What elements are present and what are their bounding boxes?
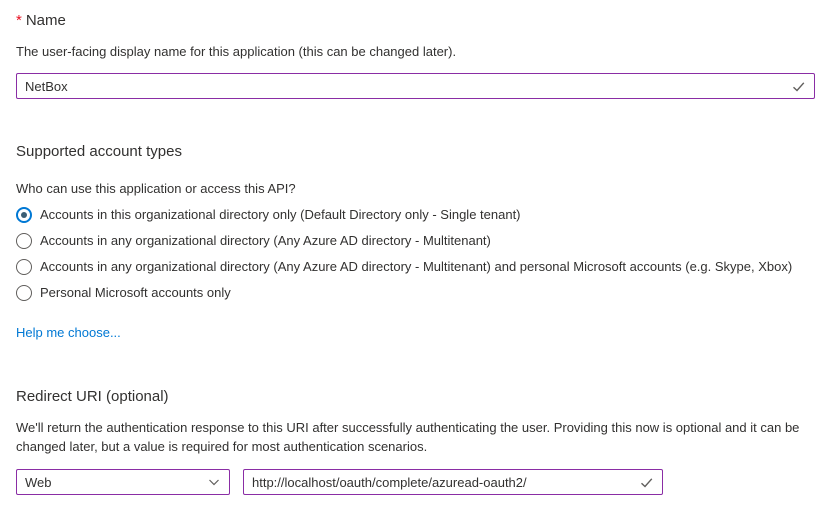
redirect-uri-row: [16, 469, 815, 495]
name-input[interactable]: [16, 73, 815, 99]
account-types-question: Who can use this application or access this API?: [16, 181, 296, 196]
redirect-uri-input[interactable]: [243, 469, 663, 495]
radio-button-icon: [16, 285, 32, 301]
account-types-radio-group: [16, 202, 815, 306]
help-me-choose-link[interactable]: Help me choose...: [16, 325, 121, 340]
redirect-uri-input-value: http://localhost/oauth/complete/azuread-oauth2/: [252, 474, 527, 490]
platform-select[interactable]: [16, 469, 230, 495]
checkmark-icon: [791, 79, 806, 94]
redirect-uri-section: [16, 387, 815, 495]
account-types-heading: Supported account types: [16, 143, 182, 160]
radio-button-icon: [16, 207, 32, 223]
platform-select-value: Web: [25, 474, 52, 490]
redirect-uri-description: We'll return the authentication response to this URI after successfully authenticating the user. Providing this now is optional and it can be changed later, but a value is required for most authentication scenarios.: [16, 420, 800, 454]
name-section-heading: [16, 11, 815, 31]
name-label: Name: [25, 12, 66, 29]
radio-option-single-tenant[interactable]: [16, 202, 815, 228]
name-section: [16, 11, 815, 99]
radio-option-label: Accounts in this organizational directory only (Default Directory only - Single tenant): [40, 207, 521, 222]
account-types-section: [16, 142, 815, 340]
radio-option-label: Accounts in any organizational directory (Any Azure AD directory - Multitenant): [40, 233, 491, 248]
name-description: The user-facing display name for this application (this can be changed later).: [16, 44, 457, 59]
radio-option-label: Personal Microsoft accounts only: [40, 285, 231, 300]
radio-option-multitenant-personal[interactable]: [16, 254, 815, 280]
chevron-down-icon: [207, 475, 221, 489]
radio-option-label: Accounts in any organizational directory (Any Azure AD directory - Multitenant) and personal Microsoft accounts (e.g. Skype, Xbox): [40, 259, 793, 274]
radio-option-multitenant[interactable]: [16, 228, 815, 254]
radio-option-personal-only[interactable]: [16, 280, 815, 306]
radio-button-icon: [16, 259, 32, 275]
radio-button-icon: [16, 233, 32, 249]
redirect-uri-heading: Redirect URI (optional): [16, 388, 169, 405]
checkmark-icon: [639, 475, 654, 490]
required-asterisk: *: [16, 12, 22, 29]
name-input-value: NetBox: [25, 78, 68, 94]
